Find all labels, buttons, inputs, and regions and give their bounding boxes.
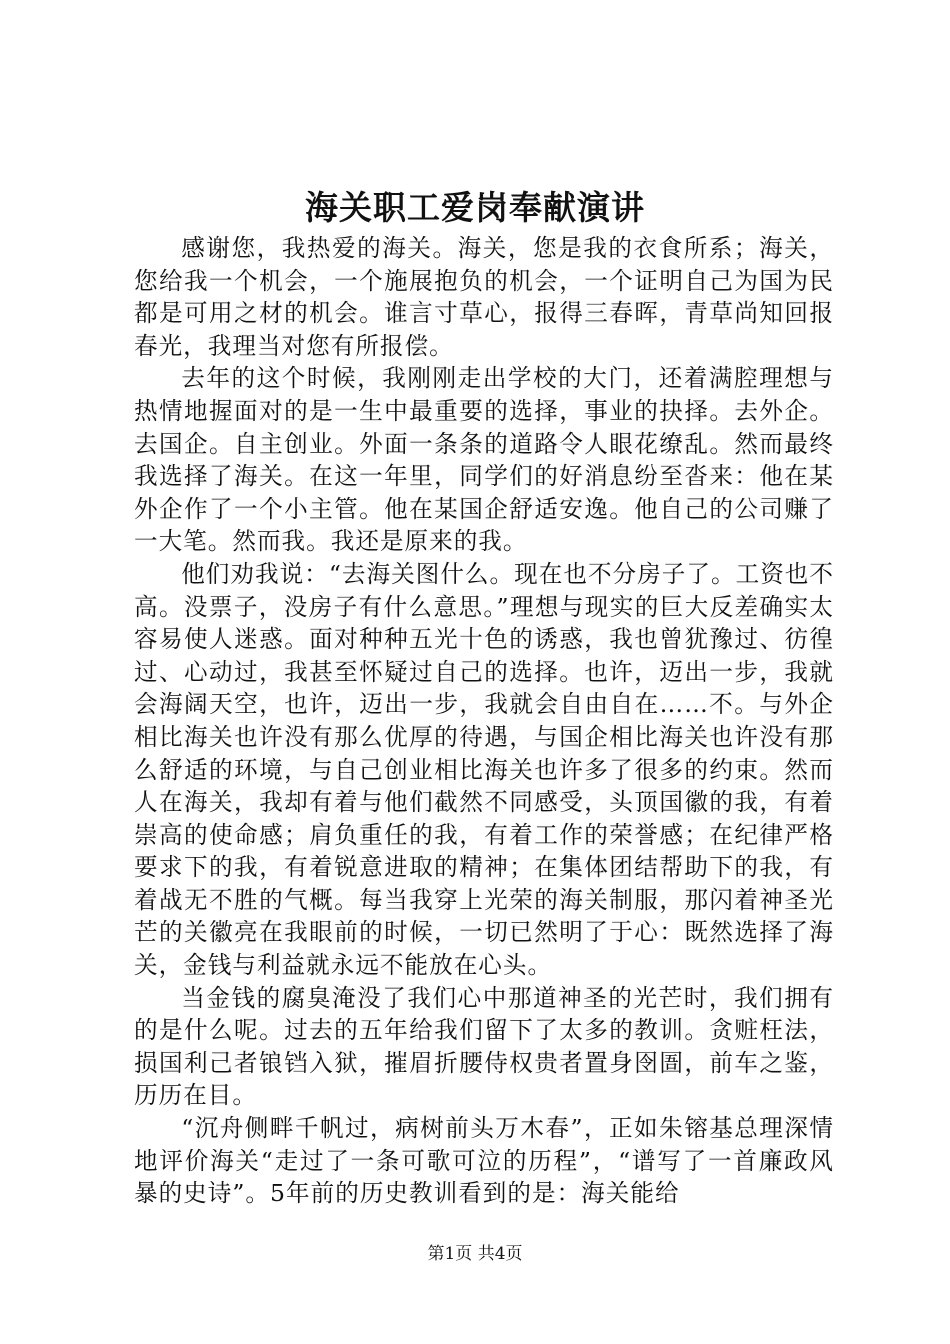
paragraph: 感谢您，我热爱的海关。海关，您是我的衣食所系；海关，您给我一个机会，一个施展抱负的机会，一个证明自己为国为民都是可用之材的机会。谁言寸草心，报得三春晖，青草尚知回报春光，我理当对您有所报偿。 — [134, 234, 834, 360]
paragraph: 他们劝我说：“去海关图什么。现在也不分房子了。工资也不高。没票子，没房子有什么意思。”理想与现实的巨大反差确实太容易使人迷惑。面对种种五光十色的诱惑，我也曾犹豫过、彷徨过、心动过，我甚至怀疑过自己的选择。也许，迈出一步，我就会海阔天空，也许，迈出一步，我就会自由自在……不。与外企相比海关也许没有那么优厚的待遇，与国企相比海关也许没有那么舒适的环境，与自己创业相比海关也许多了很多的约束。然而人在海关，我却有着与他们截然不同感受，头顶国徽的我，有着崇高的使命感；肩负重任的我，有着工作的荣誉感；在纪律严格要求下的我，有着锐意进取的精神；在集体团结帮助下的我，有着战无不胜的气概。每当我穿上光荣的海关制服，那闪着神圣光芒的关徽亮在我眼前的时候，一切已然明了于心：既然选择了海关，金钱与利益就永远不能放在心头。 — [134, 559, 834, 980]
paragraph: 去年的这个时候，我刚刚走出学校的大门，还着满腔理想与热情地握面对的是一生中最重要的选择，事业的抉择。去外企。去国企。自主创业。外面一条条的道路令人眼花缭乱。然而最终我选择了海关。在这一年里，同学们的好消息纷至沓来：他在某外企作了一个小主管。他在某国企舒适安逸。他自己的公司赚了一大笔。然而我。我还是原来的我。 — [134, 364, 834, 556]
document-title: 海关职工爱岗奉献演讲 — [305, 188, 645, 227]
paragraph: “沉舟侧畔千帆过，病树前头万木春”，正如朱镕基总理深情地评价海关“走过了一条可歌可泣的历程”，“谱写了一首廉政风暴的史诗”。5年前的历史教训看到的是：海关能给 — [134, 1114, 834, 1208]
page-number-footer: 第1页 共4页 — [427, 1244, 523, 1264]
document-body — [134, 232, 834, 1210]
paragraph: 当金钱的腐臭淹没了我们心中那道神圣的光芒时，我们拥有的是什么呢。过去的五年给我们留下了太多的教训。贪赃枉法，损国利己者锒铛入狱，摧眉折腰侍权贵者置身囹圄，前车之鉴，历历在目。 — [134, 983, 834, 1110]
